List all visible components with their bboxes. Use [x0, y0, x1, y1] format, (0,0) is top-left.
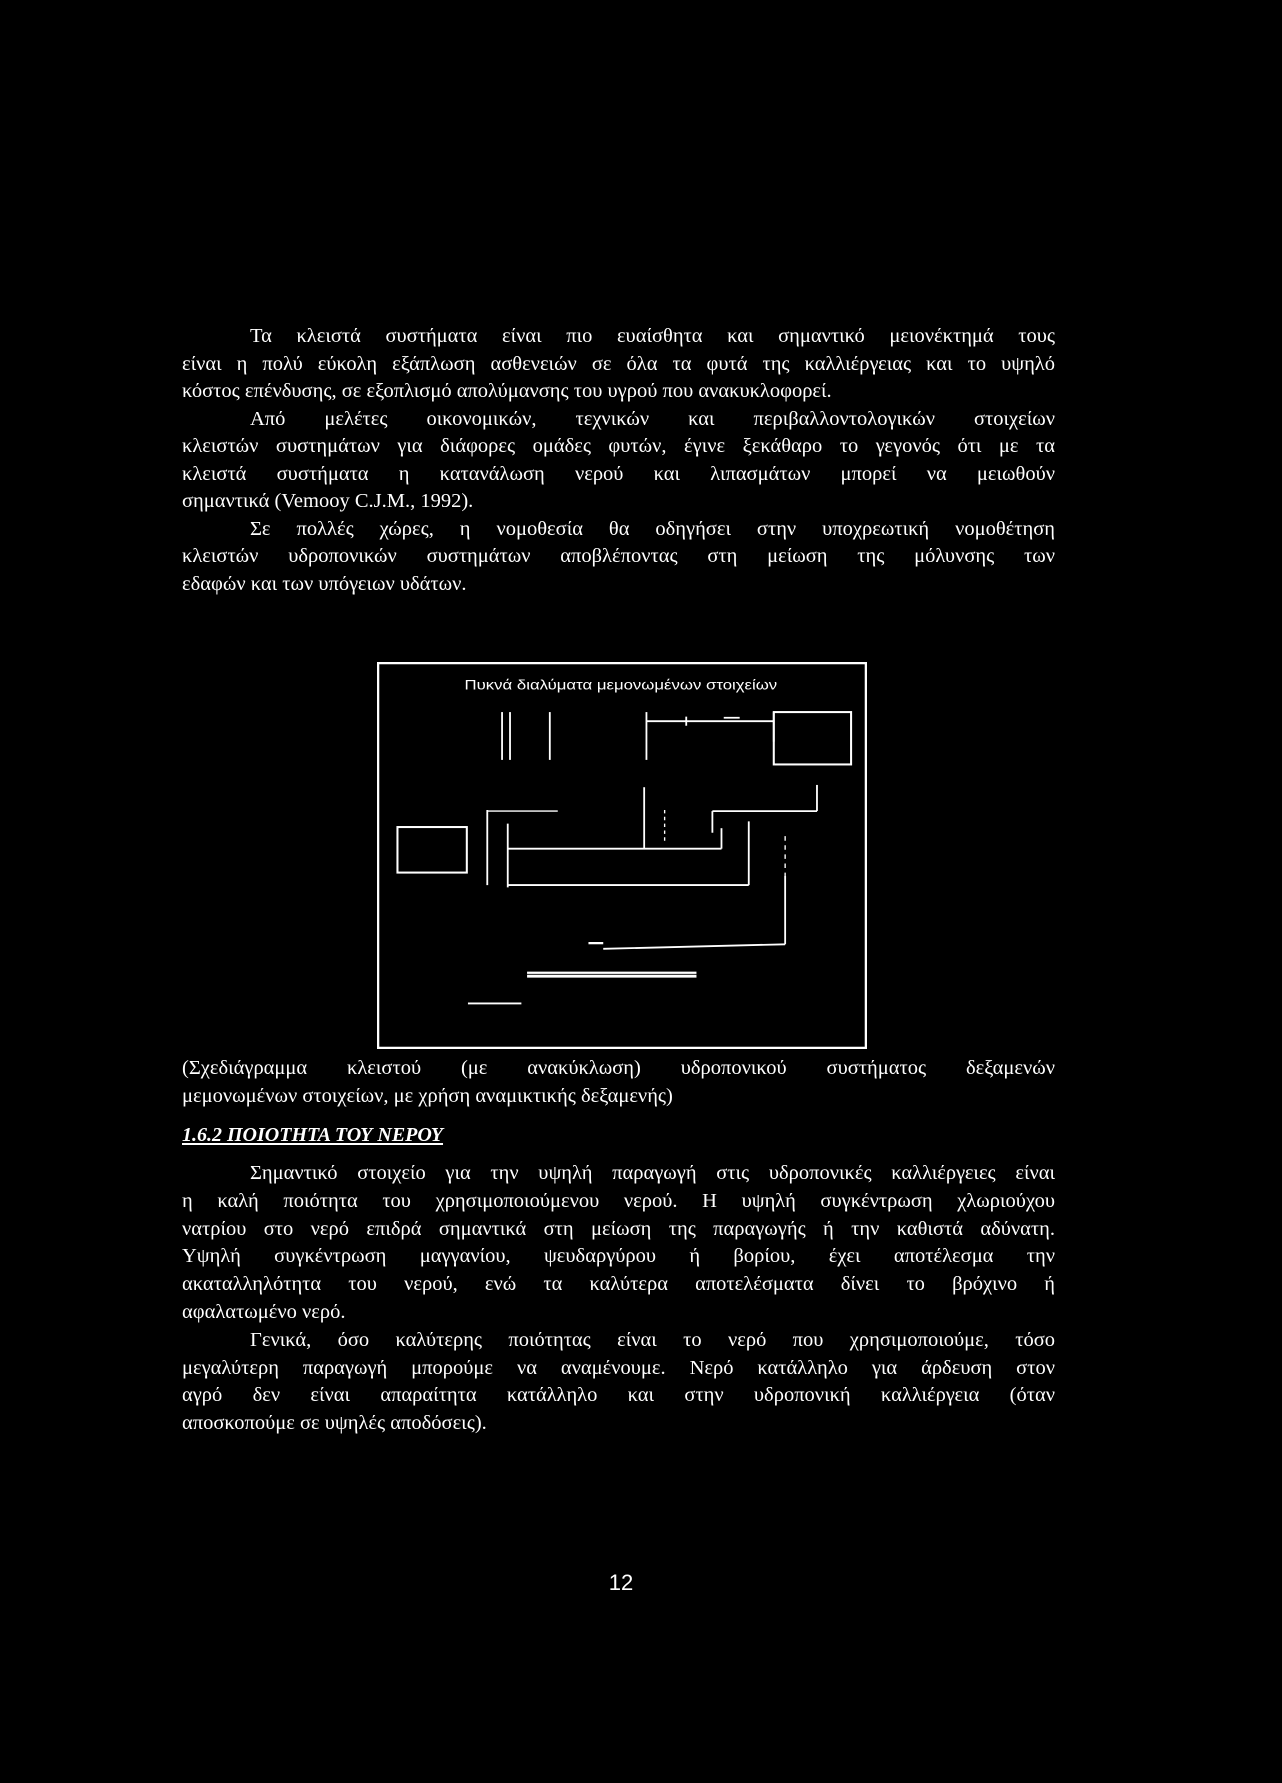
- diagram-mixing-tank: [774, 712, 851, 764]
- text-line: Σημαντικό στοιχείο για την υψηλή παραγωγή στις υδροπονικές καλλιέργειες είναι: [250, 1162, 1055, 1184]
- figure-caption: [182, 1055, 1055, 1110]
- text-line: ακαταλληλότητα του νερού, ενώ τα καλύτερα αποτελέσματα δίνει το βρόχινο ή: [182, 1273, 1055, 1296]
- text-line: Από μελέτες οικονομικών, τεχνικών και περιβαλλοντολογικών στοιχείων: [250, 407, 1055, 430]
- text-line: σημαντικά (Vemooy C.J.M., 1992).: [182, 490, 474, 513]
- text-line: νατρίου στο νερό επιδρά σημαντικά στη μείωση της παραγωγής ή την καθιστά αδύνατη.: [182, 1217, 1055, 1240]
- text-line: κόστος επένδυσης, σε εξοπλισμό απολύμανσης του υγρού που ανακυκλοφορεί.: [182, 380, 832, 403]
- text-line: εδαφών και των υπόγειων υδάτων.: [182, 572, 467, 595]
- text-line: Σε πολλές χώρες, η νομοθεσία θα οδηγήσει στην υποχρεωτική νομοθέτηση: [250, 517, 1055, 540]
- text-line: μεγαλύτερη παραγωγή μπορούμε να αναμένουμε. Νερό κατάλληλο για άρδευση στον: [182, 1356, 1055, 1379]
- intro-text: [182, 323, 1055, 598]
- caption-line: μεμονωμένων στοιχείων, με χρήση αναμικτικής δεξαμενής): [182, 1084, 673, 1107]
- diagram-label: Πυκνά διαλύματα μεμονωμένων στοιχείων: [464, 677, 778, 694]
- page-number: 12: [608, 1570, 634, 1595]
- hydroponic-system-diagram: [377, 662, 867, 1049]
- text-line: η καλή ποιότητα του χρησιμοποιούμενου νερού. Η υψηλή συγκέντρωση χλωριούχου: [182, 1189, 1055, 1212]
- text-line: κλειστά συστήματα η κατανάλωση νερού και λιπασμάτων μπορεί να μειωθούν: [182, 462, 1055, 485]
- diagram-frame: [378, 663, 866, 1048]
- text-line: είναι η πολύ εύκολη εξάπλωση ασθενειών σε όλα τα φυτά της καλλιέργειας και το υψηλό: [182, 352, 1055, 375]
- text-line: Υψηλή συγκέντρωση μαγγανίου, ψευδαργύρου ή βορίου, έχει αποτέλεσμα την: [182, 1245, 1055, 1268]
- text-line: Τα κλειστά συστήματα είναι πιο ευαίσθητα και σημαντικό μειονέκτημά τους: [250, 325, 1055, 347]
- text-line: κλειστών υδροπονικών συστημάτων αποβλέποντας στη μείωση της μόλυνσης των: [182, 545, 1055, 568]
- text-line: αφαλατωμένο νερό.: [182, 1300, 346, 1323]
- diagram-pipe: [603, 944, 785, 949]
- text-line: Γενικά, όσο καλύτερης ποιότητας είναι το νερό που χρησιμοποιούμε, τόσο: [250, 1328, 1055, 1351]
- diagram-tank: [397, 827, 466, 873]
- section-heading: 1.6.2 ΠΟΙΟΤΗΤΑ ΤΟΥ ΝΕΡΟΥ: [182, 1124, 444, 1146]
- section-text: [182, 1160, 1055, 1438]
- text-line: αγρό δεν είναι απαραίτητα κατάλληλο και στην υδροπονική καλλιέργεια (όταν: [182, 1384, 1055, 1407]
- text-line: κλειστών συστημάτων για διάφορες ομάδες φυτών, έγινε ξεκάθαρο το γεγονός ότι με τα: [182, 435, 1055, 458]
- text-line: αποσκοπούμε σε υψηλές αποδόσεις).: [182, 1412, 487, 1435]
- caption-line: (Σχεδιάγραμμα κλειστού (με ανακύκλωση) υδροπονικού συστήματος δεξαμενών: [182, 1057, 1055, 1079]
